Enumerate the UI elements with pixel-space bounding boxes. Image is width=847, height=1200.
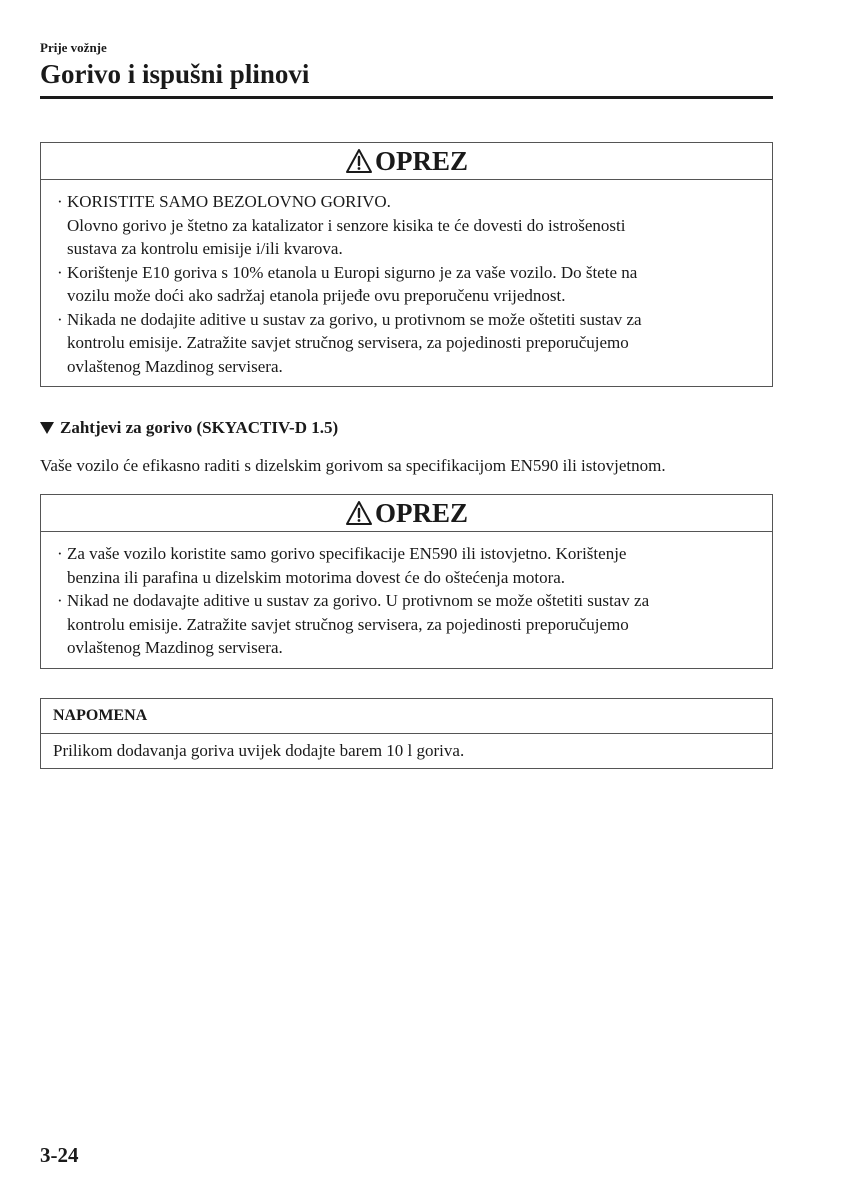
text-line: Korištenje E10 goriva s 10% etanola u Europi sigurno je za vaše vozilo. Do štete na — [67, 262, 638, 282]
bullet: · — [57, 262, 63, 282]
caution-title: OPREZ — [374, 146, 468, 176]
text-line: KORISTITE SAMO BEZOLOVNO GORIVO. — [67, 192, 391, 211]
text-line: Za vaše vozilo koristite samo gorivo specifikacije EN590 ili istovjetno. Korištenje — [67, 544, 627, 563]
text-line: ovlaštenog Mazdinog servisera. — [67, 638, 283, 657]
text-line: kontrolu emisije. Zatražite savjet stručnog servisera, za pojedinosti preporučujemo — [67, 333, 629, 352]
heading-text: Zahtjevi za gorivo (SKYACTIV-D 1.5) — [60, 418, 339, 437]
list-item — [57, 542, 758, 589]
page-title: Gorivo i ispušni plinovi — [40, 59, 310, 89]
bullet-text — [67, 589, 758, 660]
bullet: · — [57, 309, 63, 329]
caution-box-1 — [40, 142, 773, 387]
fuel-requirements-heading — [40, 418, 338, 438]
caution-box-2 — [40, 494, 773, 669]
list-item — [57, 190, 758, 261]
warning-icon — [345, 148, 373, 174]
bullet-text — [67, 542, 758, 589]
caution-body — [41, 180, 772, 386]
list-item — [57, 308, 758, 379]
text-line: Nikad ne dodavajte aditive u sustav za gorivo. U protivnom se može oštetiti sustav za — [67, 591, 650, 610]
bullet-text — [67, 190, 758, 261]
text-line: kontrolu emisije. Zatražite savjet stručnog servisera, za pojedinosti preporučujemo — [67, 614, 629, 634]
caution-body — [41, 532, 772, 668]
caution-header — [41, 495, 772, 532]
bullet: · — [57, 192, 63, 211]
triangle-down-icon — [40, 422, 54, 434]
title-divider — [40, 96, 773, 99]
bullet: · — [57, 544, 63, 563]
text-line: benzina ili parafina u dizelskim motorima dovest će do oštećenja motora. — [67, 567, 566, 587]
bullet-text — [67, 308, 758, 379]
caution-header — [41, 143, 772, 180]
note-title: NAPOMENA — [41, 699, 772, 734]
text-line: Olovno gorivo je štetno za katalizator i senzore kisika te će dovesti do istrošenosti — [67, 215, 626, 235]
warning-icon — [345, 500, 373, 526]
caution-title: OPREZ — [374, 498, 468, 528]
note-text: Prilikom dodavanja goriva uvijek dodajte barem 10 l goriva. — [53, 741, 465, 760]
bullet-text — [67, 261, 758, 308]
note-box — [40, 698, 773, 769]
text-line: sustava za kontrolu emisije i/ili kvarova. — [67, 239, 343, 258]
text-line: ovlaštenog Mazdinog servisera. — [67, 356, 283, 376]
page-number: 3-24 — [40, 1143, 79, 1167]
fuel-requirements-paragraph: Vaše vozilo će efikasno raditi s dizelskim gorivom sa specifikacijom EN590 ili istovjetnom. — [40, 456, 666, 475]
list-item — [57, 261, 758, 308]
text-line: vozilu može doći ako sadržaj etanola prijeđe ovu preporučenu vrijednost. — [67, 286, 566, 305]
bullet: · — [57, 591, 63, 610]
section-label: Prije vožnje — [40, 40, 107, 55]
text-line: Nikada ne dodajite aditive u sustav za gorivo, u protivnom se može oštetiti sustav za — [67, 309, 642, 329]
list-item — [57, 589, 758, 660]
